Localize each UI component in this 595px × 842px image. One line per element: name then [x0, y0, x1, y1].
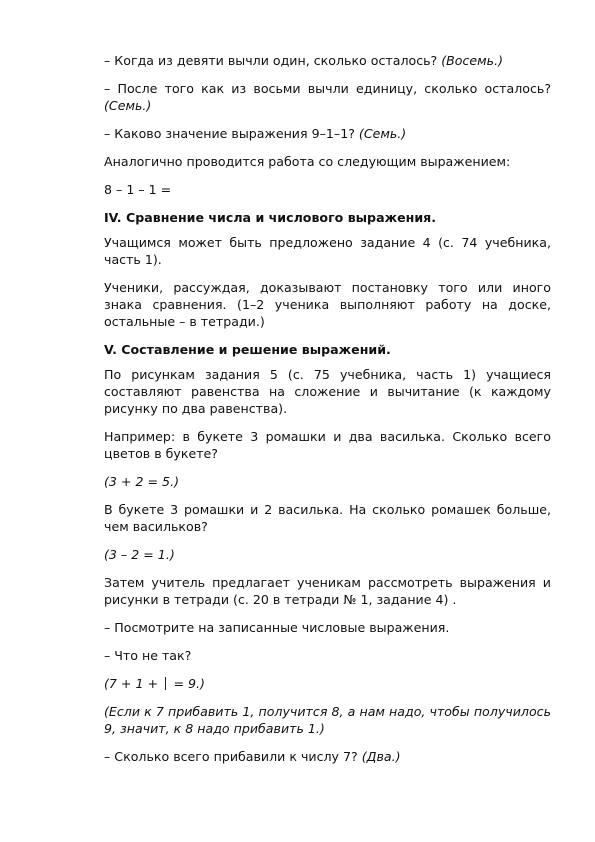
answer-text: (Два.) [361, 749, 401, 764]
answer-text: (Семь.) [358, 126, 407, 141]
question-text: – После того как из восьми вычли единицу, сколько осталось? [104, 81, 551, 96]
whats-wrong-line: – Что не так? [104, 648, 192, 663]
question-nine-minus-one [104, 52, 551, 69]
answer-text: (Если к 7 прибавить 1, получится 8, а нам надо, чтобы получилось 9, значит, к 8 надо прибавить 1.) [104, 704, 551, 736]
task-4-paragraph: Учащимся может быть предложено задание 4 (с. 74 учебника, часть 1). [104, 235, 551, 267]
section-heading-4: IV. Сравнение числа и числового выражения. [104, 210, 437, 225]
expression-with-box [104, 675, 551, 692]
task-5-paragraph: По рисункам задания 5 (с. 75 учебника, часть 1) учащиеся составляют равенства на сложение и вычитание (к каждому рисунку по два равенства). [104, 367, 551, 416]
section-heading-5: V. Составление и решение выражений. [104, 342, 391, 357]
answer-text: (3 – 2 = 1.) [104, 547, 175, 562]
expression-right: = 9.) [169, 676, 205, 691]
students-reasoning-paragraph: Ученики, рассуждая, доказывают постановку того или иного знака сравнения. (1–2 ученика выполняют работу на доске, остальные – в тетради.) [104, 280, 551, 329]
similar-work-paragraph: Аналогично проводится работа со следующим выражением: [104, 154, 511, 169]
question-eight-minus-one [104, 80, 551, 114]
answer-text: (3 + 2 = 5.) [104, 474, 179, 489]
expression-left: (7 + 1 + [104, 676, 163, 691]
teacher-suggestion-paragraph: Затем учитель предлагает ученикам рассмотреть выражения и рисунки в тетради (с. 20 в тетради № 1, задание 4) . [104, 575, 551, 607]
question-text: – Когда из девяти вычли один, сколько осталось? [104, 53, 442, 68]
question-expression-value [104, 125, 551, 142]
example-bouquet-question: Например: в букете 3 ромашки и два василька. Сколько всего цветов в букете? [104, 429, 551, 461]
blank-box-marker [165, 677, 166, 690]
question-text: – Сколько всего прибавили к числу 7? [104, 749, 362, 764]
expression-line: 8 – 1 – 1 = [104, 182, 172, 197]
answer-addition [104, 473, 551, 490]
question-text: – Каково значение выражения 9–1–1? [104, 126, 359, 141]
how-much-added-question [104, 748, 551, 765]
look-at-expressions-line: – Посмотрите на записанные числовые выражения. [104, 620, 450, 635]
explanation-paragraph [104, 703, 551, 737]
answer-subtraction [104, 546, 551, 563]
document-page [104, 52, 551, 776]
answer-text: (Восемь.) [441, 53, 504, 68]
bouquet-difference-question: В букете 3 ромашки и 2 василька. На сколько ромашек больше, чем васильков? [104, 502, 551, 534]
answer-text: (Семь.) [104, 98, 152, 113]
